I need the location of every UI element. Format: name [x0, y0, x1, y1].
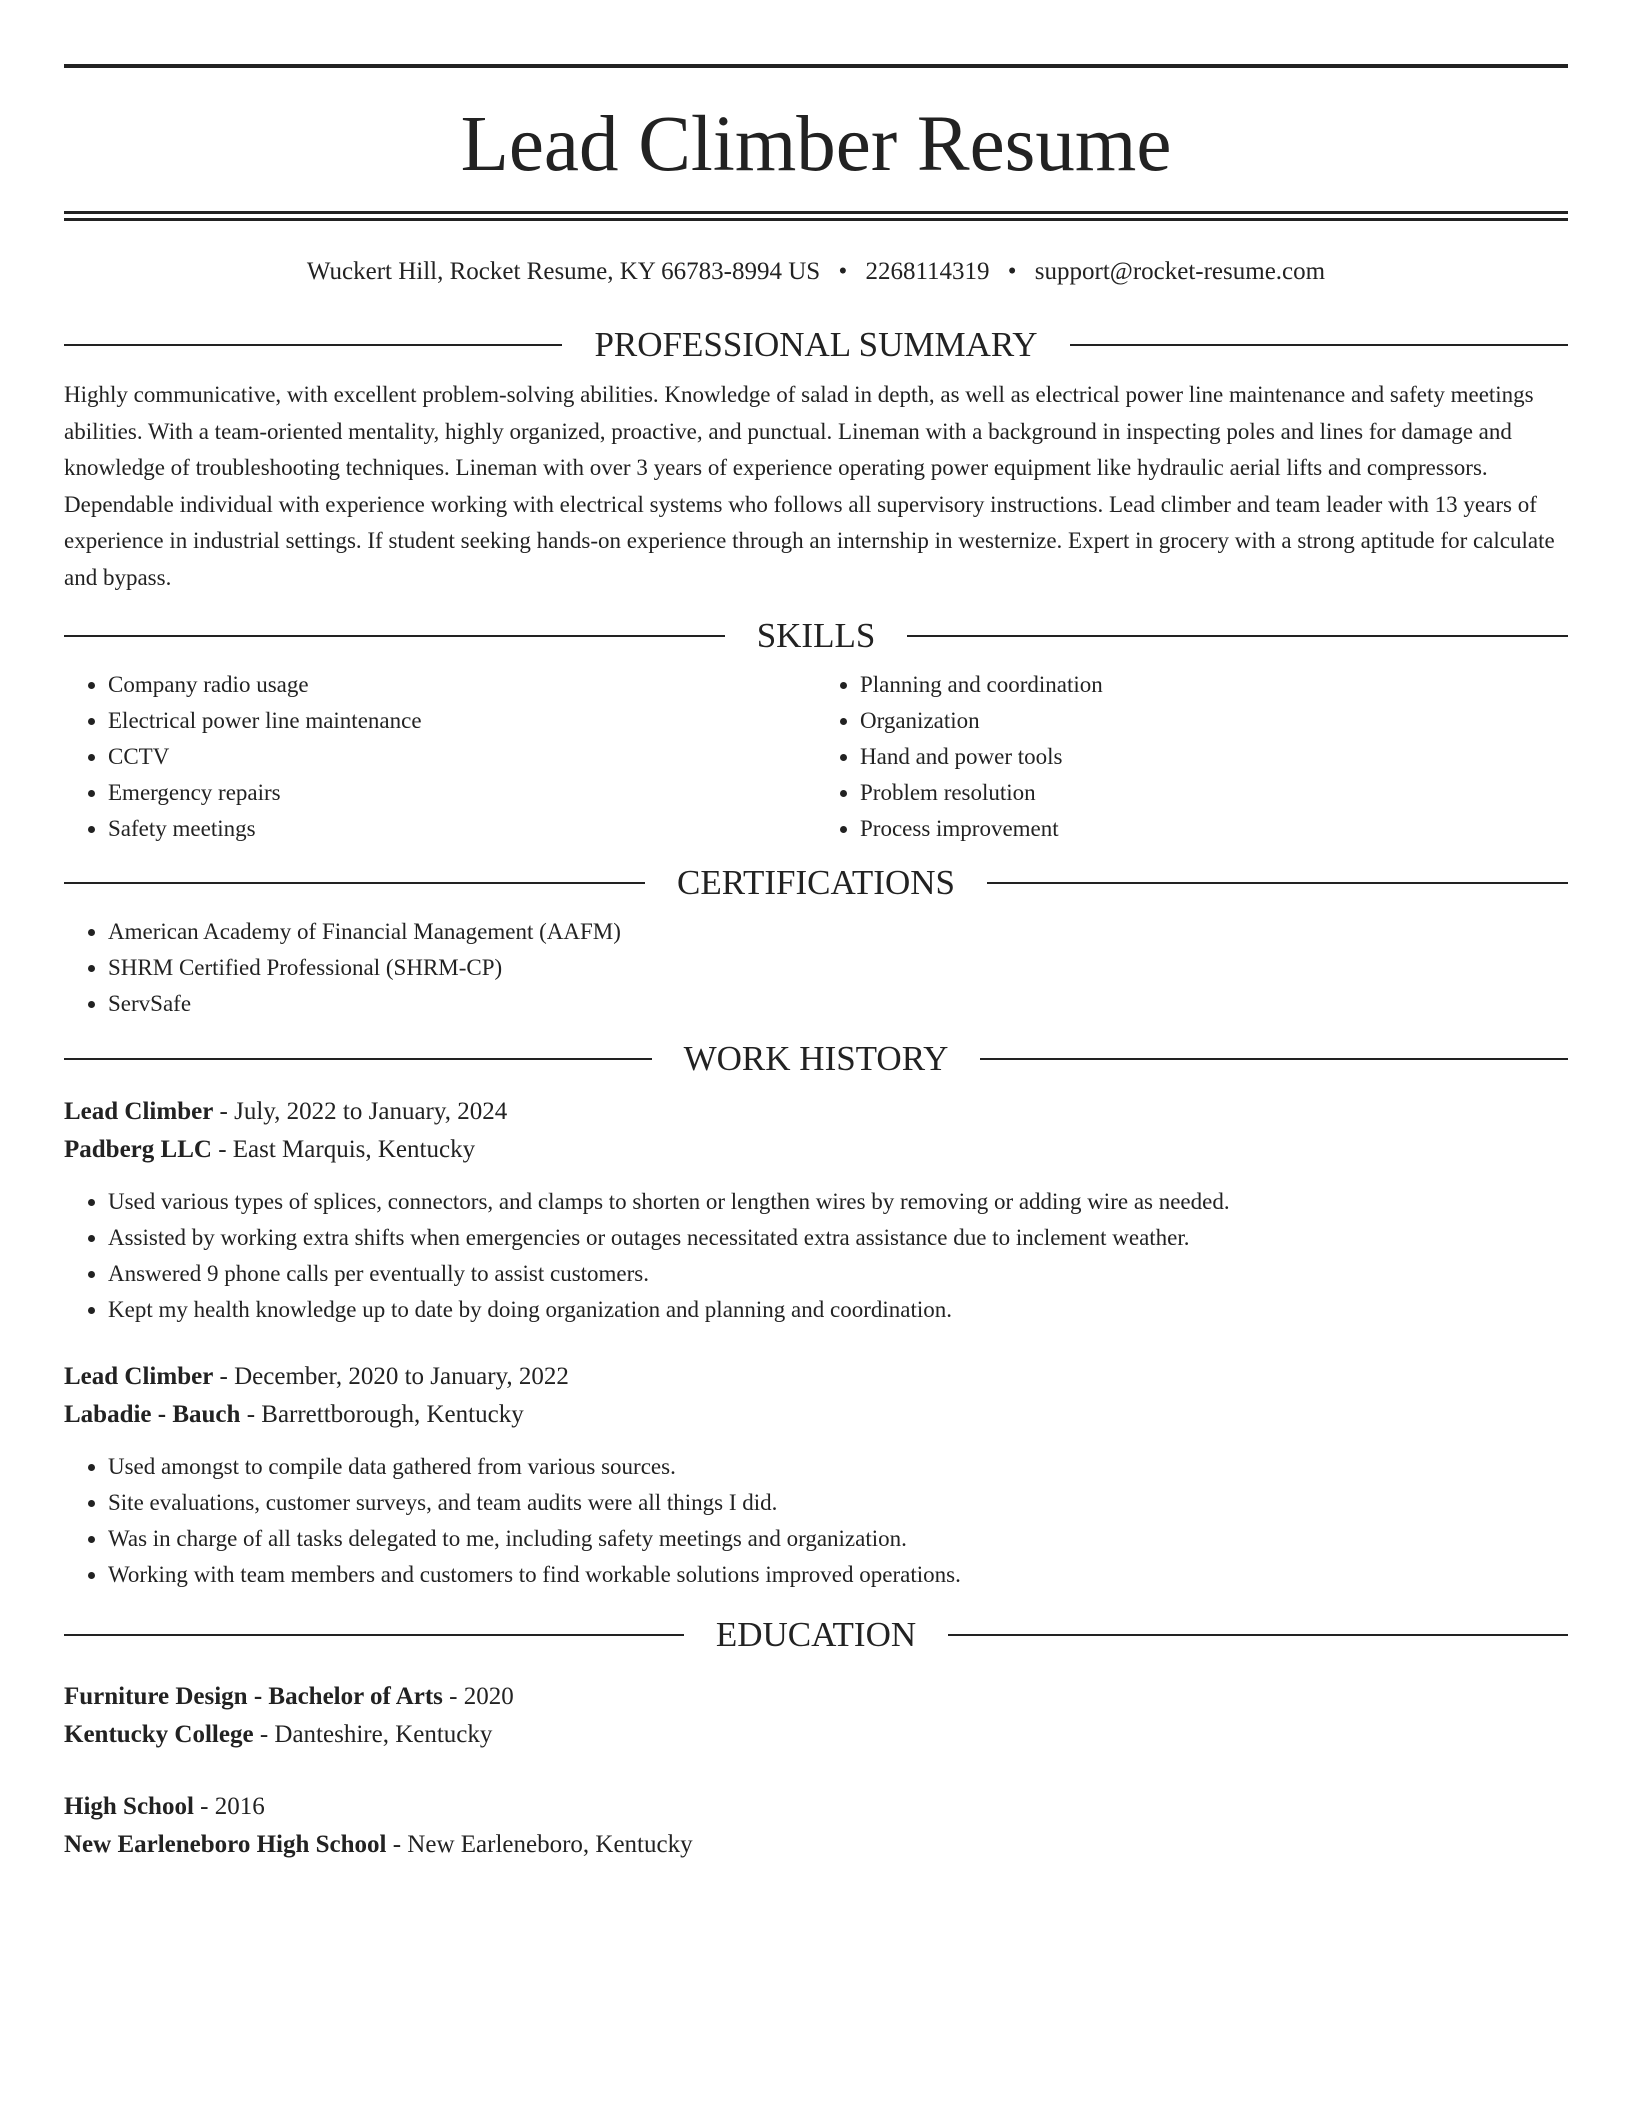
degree: Furniture Design - Bachelor of Arts — [64, 1683, 443, 1710]
certification-item: • SHRM Certified Professional (SHRM-CP) — [108, 950, 1568, 986]
job-bullet: • Used various types of splices, connectors, and clamps to shorten or lengthen wires by removing or adding wire as needed. — [108, 1184, 1568, 1220]
degree: High School — [64, 1793, 194, 1820]
job-bullet: • Was in charge of all tasks delegated to me, including safety meetings and organization. — [108, 1521, 1568, 1557]
section-title: CERTIFICATIONS — [677, 863, 955, 902]
section-title: WORK HISTORY — [683, 1039, 949, 1078]
degree-year: 2020 — [463, 1683, 514, 1710]
contact-email: support@rocket-resume.com — [1034, 258, 1326, 285]
school-line: Kentucky College - Danteshire, Kentucky — [64, 1721, 493, 1748]
job-title-line: Lead Climber - December, 2020 to January, 2022 — [64, 1363, 569, 1390]
school: New Earleneboro High School — [64, 1831, 387, 1858]
education-entry — [64, 1678, 1568, 1754]
school-location: New Earleneboro, Kentucky — [407, 1831, 693, 1858]
skills-column-right — [816, 667, 1568, 847]
heading-rule — [64, 635, 725, 637]
school-line: New Earleneboro High School - New Earleneboro, Kentucky — [64, 1831, 693, 1858]
section-title: EDUCATION — [715, 1615, 917, 1654]
skill-item: • Problem resolution — [860, 775, 1568, 811]
skills-column-left — [64, 667, 816, 847]
job-bullets — [64, 1449, 1568, 1593]
heading-rule — [987, 882, 1568, 884]
job-company: Padberg LLC — [64, 1136, 212, 1163]
contact-address: Wuckert Hill, Rocket Resume, KY 66783-8994 US — [306, 258, 821, 285]
heading-rule — [907, 635, 1568, 637]
certification-item: • ServSafe — [108, 986, 1568, 1022]
job-bullet: • Site evaluations, customer surveys, and team audits were all things I did. — [108, 1485, 1568, 1521]
title-double-rule — [64, 211, 1568, 221]
skill-item: • Organization — [860, 703, 1568, 739]
job-company-line: Labadie - Bauch - Barrettborough, Kentucky — [64, 1401, 524, 1428]
contact-separator: • — [838, 258, 848, 285]
section-heading-summary — [64, 325, 1568, 365]
resume-title: Lead Climber Resume — [460, 101, 1172, 188]
skill-item: • Safety meetings — [108, 811, 816, 847]
job-bullets — [64, 1184, 1568, 1328]
contact-line — [64, 256, 1568, 288]
section-title: PROFESSIONAL SUMMARY — [594, 325, 1038, 364]
resume-page — [64, 0, 1568, 1864]
job-location: East Marquis, Kentucky — [232, 1136, 476, 1163]
section-heading-education — [64, 1615, 1568, 1655]
job-bullet: • Working with team members and customers to find workable solutions improved operations. — [108, 1557, 1568, 1593]
skill-item: • Company radio usage — [108, 667, 816, 703]
heading-rule — [980, 1058, 1568, 1060]
school-location: Danteshire, Kentucky — [274, 1721, 493, 1748]
degree-line: Furniture Design - Bachelor of Arts - 2020 — [64, 1683, 514, 1710]
skill-item: • Hand and power tools — [860, 739, 1568, 775]
work-entry — [64, 1358, 1568, 1593]
certifications-list — [64, 914, 1568, 1022]
degree-year: 2016 — [214, 1793, 265, 1820]
job-title-line: Lead Climber - July, 2022 to January, 2024 — [64, 1098, 508, 1125]
job-title: Lead Climber — [64, 1098, 214, 1125]
job-bullet: • Answered 9 phone calls per eventually to assist customers. — [108, 1256, 1568, 1292]
section-heading-work — [64, 1039, 1568, 1079]
skills-list — [64, 667, 1568, 847]
job-bullet: • Used amongst to compile data gathered from various sources. — [108, 1449, 1568, 1485]
skill-item: • Emergency repairs — [108, 775, 816, 811]
contact-phone: 2268114319 — [865, 258, 990, 285]
certification-item: • American Academy of Financial Management (AAFM) — [108, 914, 1568, 950]
job-bullet: • Assisted by working extra shifts when emergencies or outages necessitated extra assistance due to inclement weather. — [108, 1220, 1568, 1256]
job-title: Lead Climber — [64, 1363, 214, 1390]
skill-item: • Electrical power line maintenance — [108, 703, 816, 739]
skill-item: • Planning and coordination — [860, 667, 1568, 703]
heading-rule — [64, 1634, 684, 1636]
education-entry — [64, 1788, 1568, 1864]
section-heading-skills — [64, 616, 1568, 656]
section-heading-certifications — [64, 863, 1568, 903]
job-bullet: • Kept my health knowledge up to date by doing organization and planning and coordination. — [108, 1292, 1568, 1328]
contact-separator: • — [1007, 258, 1017, 285]
heading-rule — [1070, 344, 1568, 346]
heading-rule — [64, 1058, 652, 1060]
summary-text: Highly communicative, with excellent problem-solving abilities. Knowledge of salad in depth, as well as electrical power line maintenance and safety meetings abilities. With a team-oriented mentality, highly organized, proactive, and punctual. Lineman with a background in inspecting poles and lines for damage and knowledge of troubleshooting techniques. Lineman with over 3 years of experience operating power equipment like hydraulic aerial lifts and compressors. Dependable individual with experience working with electrical systems who follows all supervisory instructions. Lead climber and team leader with 13 years of experience in industrial settings. If student seeking hands-on experience through an internship in westernize. Expert in grocery with a strong aptitude for calculate and bypass. — [64, 382, 1555, 590]
heading-rule — [64, 882, 645, 884]
skill-item: • Process improvement — [860, 811, 1568, 847]
job-dates: December, 2020 to January, 2022 — [234, 1363, 569, 1390]
top-rule — [64, 64, 1568, 68]
section-title: SKILLS — [756, 616, 876, 655]
skill-item: • CCTV — [108, 739, 816, 775]
job-company: Labadie - Bauch — [64, 1401, 241, 1428]
job-dates: July, 2022 to January, 2024 — [234, 1098, 508, 1125]
job-location: Barrettborough, Kentucky — [261, 1401, 524, 1428]
heading-rule — [64, 344, 562, 346]
job-company-line: Padberg LLC - East Marquis, Kentucky — [64, 1136, 476, 1163]
degree-line: High School - 2016 — [64, 1793, 265, 1820]
school: Kentucky College — [64, 1721, 254, 1748]
work-entry — [64, 1093, 1568, 1328]
heading-rule — [948, 1634, 1568, 1636]
